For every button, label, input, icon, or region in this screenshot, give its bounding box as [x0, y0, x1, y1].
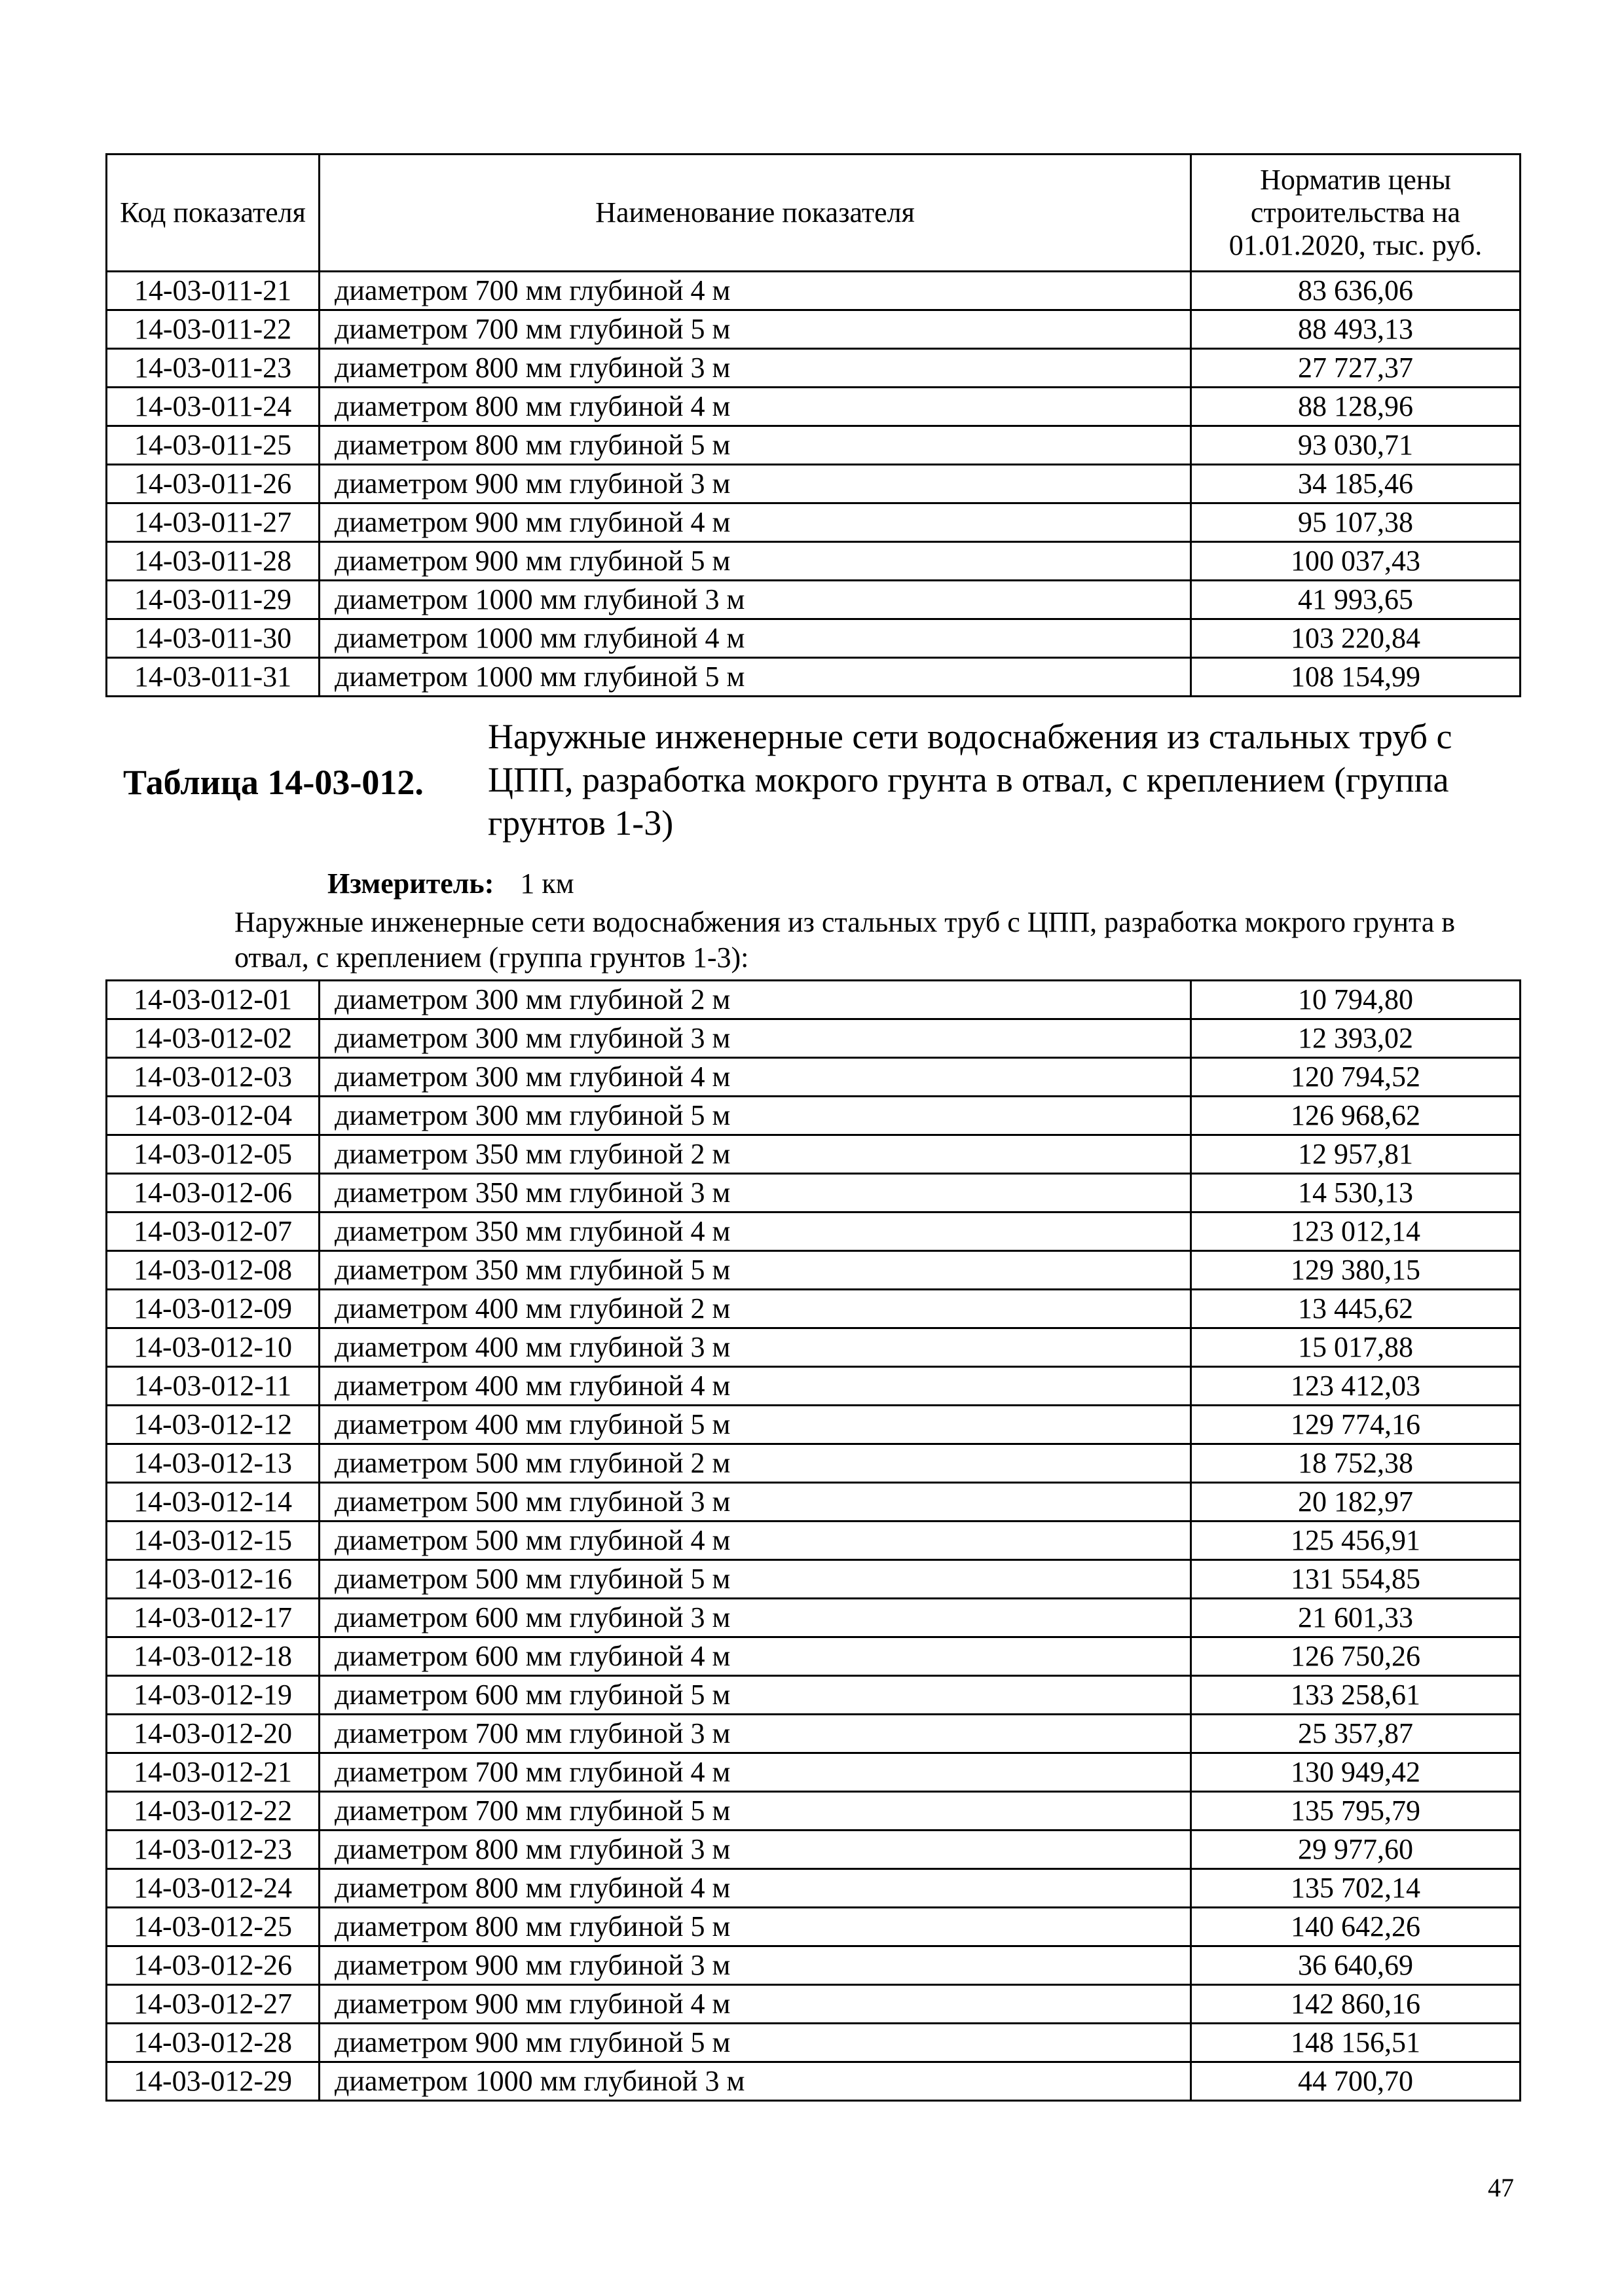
row-name: диаметром 1000 мм глубиной 5 м: [320, 658, 1191, 697]
table-row: [107, 1676, 1521, 1715]
table-row: [107, 1599, 1521, 1637]
row-code: 14-03-012-12: [107, 1406, 320, 1444]
row-code: 14-03-012-16: [107, 1560, 320, 1599]
row-name: диаметром 900 мм глубиной 3 м: [320, 465, 1191, 503]
row-name: диаметром 700 мм глубиной 4 м: [320, 1753, 1191, 1792]
row-code: 14-03-011-21: [107, 272, 320, 310]
row-code: 14-03-012-19: [107, 1676, 320, 1715]
row-code: 14-03-012-06: [107, 1174, 320, 1212]
row-code: 14-03-012-22: [107, 1792, 320, 1831]
table-header-row: [107, 155, 1521, 272]
row-code: 14-03-011-26: [107, 465, 320, 503]
row-code: 14-03-012-20: [107, 1715, 320, 1753]
row-name: диаметром 800 мм глубиной 4 м: [320, 1869, 1191, 1908]
table-row: [107, 1367, 1521, 1406]
table-row: [107, 1444, 1521, 1483]
row-code: 14-03-012-11: [107, 1367, 320, 1406]
row-value: 18 752,38: [1191, 1444, 1521, 1483]
row-value: 131 554,85: [1191, 1560, 1521, 1599]
row-name: диаметром 800 мм глубиной 3 м: [320, 1831, 1191, 1869]
row-value: 135 702,14: [1191, 1869, 1521, 1908]
table-row: [107, 1097, 1521, 1135]
row-name: диаметром 300 мм глубиной 3 м: [320, 1019, 1191, 1058]
row-code: 14-03-012-13: [107, 1444, 320, 1483]
row-value: 21 601,33: [1191, 1599, 1521, 1637]
row-name: диаметром 900 мм глубиной 3 м: [320, 1946, 1191, 1985]
row-value: 125 456,91: [1191, 1522, 1521, 1560]
row-code: 14-03-011-22: [107, 310, 320, 349]
row-name: диаметром 1000 мм глубиной 3 м: [320, 2062, 1191, 2101]
row-value: 88 493,13: [1191, 310, 1521, 349]
row-name: диаметром 300 мм глубиной 4 м: [320, 1058, 1191, 1097]
row-value: 88 128,96: [1191, 388, 1521, 426]
row-value: 108 154,99: [1191, 658, 1521, 697]
table-row: [107, 310, 1521, 349]
row-value: 130 949,42: [1191, 1753, 1521, 1792]
row-name: диаметром 350 мм глубиной 4 м: [320, 1212, 1191, 1251]
table-row: [107, 1831, 1521, 1869]
row-name: диаметром 600 мм глубиной 5 м: [320, 1676, 1191, 1715]
page-number: 47: [1488, 2173, 1514, 2202]
row-code: 14-03-012-15: [107, 1522, 320, 1560]
row-name: диаметром 350 мм глубиной 5 м: [320, 1251, 1191, 1290]
row-value: 12 957,81: [1191, 1135, 1521, 1174]
row-code: 14-03-012-01: [107, 981, 320, 1019]
table-row: [107, 1946, 1521, 1985]
table-row: [107, 1174, 1521, 1212]
row-value: 126 968,62: [1191, 1097, 1521, 1135]
table-row: [107, 1483, 1521, 1522]
table-row: [107, 1753, 1521, 1792]
row-name: диаметром 300 мм глубиной 2 м: [320, 981, 1191, 1019]
table-row: [107, 272, 1521, 310]
table-row: [107, 1792, 1521, 1831]
row-name: диаметром 500 мм глубиной 5 м: [320, 1560, 1191, 1599]
row-name: диаметром 900 мм глубиной 5 м: [320, 542, 1191, 581]
table-row: [107, 581, 1521, 619]
row-code: 14-03-012-18: [107, 1637, 320, 1676]
row-value: 12 393,02: [1191, 1019, 1521, 1058]
row-value: 135 795,79: [1191, 1792, 1521, 1831]
header-name: Наименование показателя: [320, 155, 1191, 272]
table-row: [107, 1869, 1521, 1908]
row-name: диаметром 500 мм глубиной 4 м: [320, 1522, 1191, 1560]
row-name: диаметром 400 мм глубиной 3 м: [320, 1328, 1191, 1367]
table-row: [107, 2024, 1521, 2062]
row-code: 14-03-012-02: [107, 1019, 320, 1058]
row-name: диаметром 800 мм глубиной 5 м: [320, 1908, 1191, 1946]
row-value: 34 185,46: [1191, 465, 1521, 503]
row-value: 142 860,16: [1191, 1985, 1521, 2024]
row-name: диаметром 500 мм глубиной 3 м: [320, 1483, 1191, 1522]
table-row: [107, 658, 1521, 697]
row-code: 14-03-011-24: [107, 388, 320, 426]
table-row: [107, 503, 1521, 542]
table-row: [107, 388, 1521, 426]
row-code: 14-03-012-29: [107, 2062, 320, 2101]
table-title: Наружные инженерные сети водоснабжения из стальных труб с ЦПП, разработка мокрого грунта в отвал, с креплением (группа грунтов 1-3): [488, 717, 1452, 843]
row-value: 83 636,06: [1191, 272, 1521, 310]
row-code: 14-03-012-27: [107, 1985, 320, 2024]
row-code: 14-03-012-08: [107, 1251, 320, 1290]
row-name: диаметром 900 мм глубиной 4 м: [320, 1985, 1191, 2024]
table-row: [107, 1328, 1521, 1367]
row-code: 14-03-012-17: [107, 1599, 320, 1637]
meter-line: [327, 866, 574, 902]
row-value: 95 107,38: [1191, 503, 1521, 542]
row-name: диаметром 1000 мм глубиной 4 м: [320, 619, 1191, 658]
table-row: [107, 1637, 1521, 1676]
row-code: 14-03-011-29: [107, 581, 320, 619]
row-name: диаметром 350 мм глубиной 2 м: [320, 1135, 1191, 1174]
table-row: [107, 1019, 1521, 1058]
table-row: [107, 1212, 1521, 1251]
table-row: [107, 2062, 1521, 2101]
row-name: диаметром 400 мм глубиной 2 м: [320, 1290, 1191, 1328]
row-value: 44 700,70: [1191, 2062, 1521, 2101]
row-name: диаметром 800 мм глубиной 3 м: [320, 349, 1191, 388]
row-value: 93 030,71: [1191, 426, 1521, 465]
meter-value: 1 км: [520, 867, 574, 900]
row-code: 14-03-012-14: [107, 1483, 320, 1522]
row-code: 14-03-012-25: [107, 1908, 320, 1946]
row-value: 15 017,88: [1191, 1328, 1521, 1367]
table-row: [107, 1908, 1521, 1946]
row-value: 14 530,13: [1191, 1174, 1521, 1212]
row-value: 100 037,43: [1191, 542, 1521, 581]
row-name: диаметром 700 мм глубиной 3 м: [320, 1715, 1191, 1753]
row-value: 10 794,80: [1191, 981, 1521, 1019]
row-name: диаметром 600 мм глубиной 3 м: [320, 1599, 1191, 1637]
row-code: 14-03-012-03: [107, 1058, 320, 1097]
header-price: Норматив цены строительства на 01.01.2020, тыс. руб.: [1191, 155, 1521, 272]
row-name: диаметром 800 мм глубиной 4 м: [320, 388, 1191, 426]
row-value: 129 774,16: [1191, 1406, 1521, 1444]
price-table-012: [105, 979, 1521, 2102]
row-value: 140 642,26: [1191, 1908, 1521, 1946]
table-row: [107, 426, 1521, 465]
row-code: 14-03-011-25: [107, 426, 320, 465]
row-value: 36 640,69: [1191, 1946, 1521, 1985]
row-value: 148 156,51: [1191, 2024, 1521, 2062]
table-row: [107, 1522, 1521, 1560]
row-name: диаметром 800 мм глубиной 5 м: [320, 426, 1191, 465]
row-value: 126 750,26: [1191, 1637, 1521, 1676]
table-number-label: Таблица 14-03-012.: [123, 763, 424, 802]
row-code: 14-03-011-27: [107, 503, 320, 542]
row-code: 14-03-012-04: [107, 1097, 320, 1135]
table-row: [107, 465, 1521, 503]
row-value: 41 993,65: [1191, 581, 1521, 619]
row-name: диаметром 700 мм глубиной 5 м: [320, 1792, 1191, 1831]
row-name: диаметром 1000 мм глубиной 3 м: [320, 581, 1191, 619]
price-table-011: [105, 153, 1521, 697]
row-code: 14-03-012-10: [107, 1328, 320, 1367]
row-code: 14-03-012-21: [107, 1753, 320, 1792]
row-value: 123 412,03: [1191, 1367, 1521, 1406]
row-name: диаметром 500 мм глубиной 2 м: [320, 1444, 1191, 1483]
table-row: [107, 1290, 1521, 1328]
row-code: 14-03-012-24: [107, 1869, 320, 1908]
table-row: [107, 1985, 1521, 2024]
row-name: диаметром 700 мм глубиной 4 м: [320, 272, 1191, 310]
row-code: 14-03-011-30: [107, 619, 320, 658]
row-name: диаметром 900 мм глубиной 5 м: [320, 2024, 1191, 2062]
row-value: 123 012,14: [1191, 1212, 1521, 1251]
table-row: [107, 542, 1521, 581]
row-value: 27 727,37: [1191, 349, 1521, 388]
table-description: Наружные инженерные сети водоснабжения из стальных труб с ЦПП, разработка мокрого грунта в отвал, с креплением (группа грунтов 1-3):: [234, 906, 1456, 974]
row-value: 25 357,87: [1191, 1715, 1521, 1753]
table-row: [107, 1715, 1521, 1753]
row-name: диаметром 300 мм глубиной 5 м: [320, 1097, 1191, 1135]
table-row: [107, 1251, 1521, 1290]
row-value: 29 977,60: [1191, 1831, 1521, 1869]
row-code: 14-03-012-26: [107, 1946, 320, 1985]
row-name: диаметром 400 мм глубиной 4 м: [320, 1367, 1191, 1406]
header-code: Код показателя: [107, 155, 320, 272]
table-row: [107, 1406, 1521, 1444]
row-value: 103 220,84: [1191, 619, 1521, 658]
row-code: 14-03-012-05: [107, 1135, 320, 1174]
row-code: 14-03-011-23: [107, 349, 320, 388]
row-name: диаметром 900 мм глубиной 4 м: [320, 503, 1191, 542]
table-row: [107, 1135, 1521, 1174]
row-name: диаметром 700 мм глубиной 5 м: [320, 310, 1191, 349]
row-value: 120 794,52: [1191, 1058, 1521, 1097]
row-code: 14-03-012-07: [107, 1212, 320, 1251]
row-value: 13 445,62: [1191, 1290, 1521, 1328]
row-value: 129 380,15: [1191, 1251, 1521, 1290]
row-value: 20 182,97: [1191, 1483, 1521, 1522]
table-row: [107, 619, 1521, 658]
row-code: 14-03-011-28: [107, 542, 320, 581]
table-row: [107, 1058, 1521, 1097]
row-name: диаметром 600 мм глубиной 4 м: [320, 1637, 1191, 1676]
meter-label: Измеритель:: [327, 867, 494, 900]
table-row: [107, 1560, 1521, 1599]
table-row: [107, 981, 1521, 1019]
row-name: диаметром 350 мм глубиной 3 м: [320, 1174, 1191, 1212]
row-code: 14-03-011-31: [107, 658, 320, 697]
row-code: 14-03-012-28: [107, 2024, 320, 2062]
row-name: диаметром 400 мм глубиной 5 м: [320, 1406, 1191, 1444]
row-value: 133 258,61: [1191, 1676, 1521, 1715]
row-code: 14-03-012-09: [107, 1290, 320, 1328]
table-row: [107, 349, 1521, 388]
row-code: 14-03-012-23: [107, 1831, 320, 1869]
